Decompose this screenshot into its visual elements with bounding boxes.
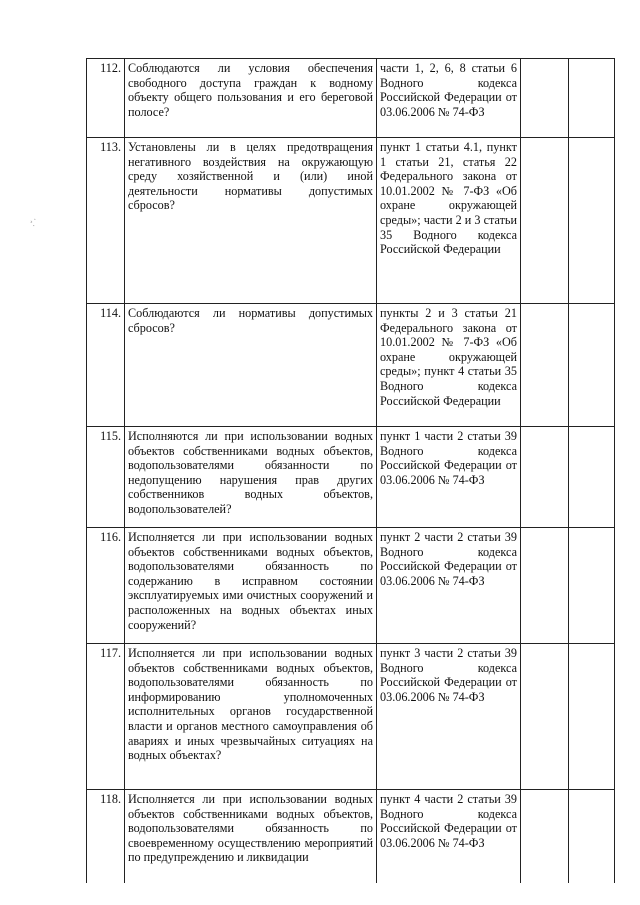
answer-cell-yes[interactable] (521, 427, 569, 528)
answer-cell-yes[interactable] (521, 304, 569, 427)
answer-cell-no[interactable] (569, 528, 615, 644)
requirement-question: Исполняются ли при использовании водных объектов собственниками водных объектов, водопользователями обязанности по недопущению нарушения прав других собственников водных объектов, водопользователей? (125, 427, 377, 528)
answer-cell-no[interactable] (569, 790, 615, 884)
answer-cell-yes[interactable] (521, 790, 569, 884)
answer-cell-no[interactable] (569, 59, 615, 138)
row-number: 118. (87, 790, 125, 884)
table-row (87, 59, 615, 138)
table-row (87, 644, 615, 790)
requirement-question: Соблюдаются ли условия обеспечения свободного доступа граждан к водному объекту общего пользования и его береговой полосе? (125, 59, 377, 138)
answer-cell-yes[interactable] (521, 59, 569, 138)
requirement-question: Соблюдаются ли нормативы допустимых сбросов? (125, 304, 377, 427)
row-number: 112. (87, 59, 125, 138)
answer-cell-no[interactable] (569, 138, 615, 304)
legal-reference: пункт 1 статьи 4.1, пункт 1 статьи 21, статья 22 Федерального закона от 10.01.2002 № 7-ФЗ «Об охране окружающей среды»; части 2 и 3 статьи 35 Водного кодекса Российской Федерации (377, 138, 521, 304)
table-row (87, 790, 615, 884)
table-row (87, 528, 615, 644)
legal-reference: части 1, 2, 6, 8 статьи 6 Водного кодекса Российской Федерации от 03.06.2006 № 74-ФЗ (377, 59, 521, 138)
legal-reference: пункт 2 части 2 статьи 39 Водного кодекса Российской Федерации от 03.06.2006 № 74-ФЗ (377, 528, 521, 644)
requirement-question: Исполняется ли при использовании водных объектов собственниками водных объектов, водопользователями обязанность по информированию уполномоченных исполнительных органов государственной власти и органов местного самоуправления об авариях и иных чрезвычайных ситуациях на водных объектах? (125, 644, 377, 790)
row-number: 113. (87, 138, 125, 304)
answer-cell-yes[interactable] (521, 138, 569, 304)
table-row (87, 138, 615, 304)
answer-cell-no[interactable] (569, 427, 615, 528)
legal-reference: пункт 4 части 2 статьи 39 Водного кодекса Российской Федерации от 03.06.2006 № 74-ФЗ (377, 790, 521, 884)
legal-reference: пункт 3 части 2 статьи 39 Водного кодекса Российской Федерации от 03.06.2006 № 74-ФЗ (377, 644, 521, 790)
row-number: 114. (87, 304, 125, 427)
answer-cell-yes[interactable] (521, 644, 569, 790)
table-row (87, 304, 615, 427)
checklist-table (86, 58, 615, 883)
answer-cell-yes[interactable] (521, 528, 569, 644)
legal-reference: пункты 2 и 3 статьи 21 Федерального закона от 10.01.2002 № 7-ФЗ «Об охране окружающей среды»; пункт 4 статьи 35 Водного кодекса Российской Федерации (377, 304, 521, 427)
margin-mark: ·ˇ· (29, 217, 40, 228)
row-number: 117. (87, 644, 125, 790)
table-row (87, 427, 615, 528)
legal-reference: пункт 1 части 2 статьи 39 Водного кодекса Российской Федерации от 03.06.2006 № 74-ФЗ (377, 427, 521, 528)
requirement-question: Исполняется ли при использовании водных объектов собственниками водных объектов, водопользователями обязанность по содержанию в исправном состоянии эксплуатируемых ими очистных сооружений и расположенных на водных объектах иных сооружений? (125, 528, 377, 644)
row-number: 116. (87, 528, 125, 644)
requirement-question: Установлены ли в целях предотвращения негативного воздействия на окружающую среду хозяйственной и (или) иной деятельности нормативы допустимых сбросов? (125, 138, 377, 304)
answer-cell-no[interactable] (569, 304, 615, 427)
answer-cell-no[interactable] (569, 644, 615, 790)
requirement-question: Исполняется ли при использовании водных объектов собственниками водных объектов, водопользователями обязанность по своевременному осуществлению мероприятий по предупреждению и ликвидации (125, 790, 377, 884)
row-number: 115. (87, 427, 125, 528)
